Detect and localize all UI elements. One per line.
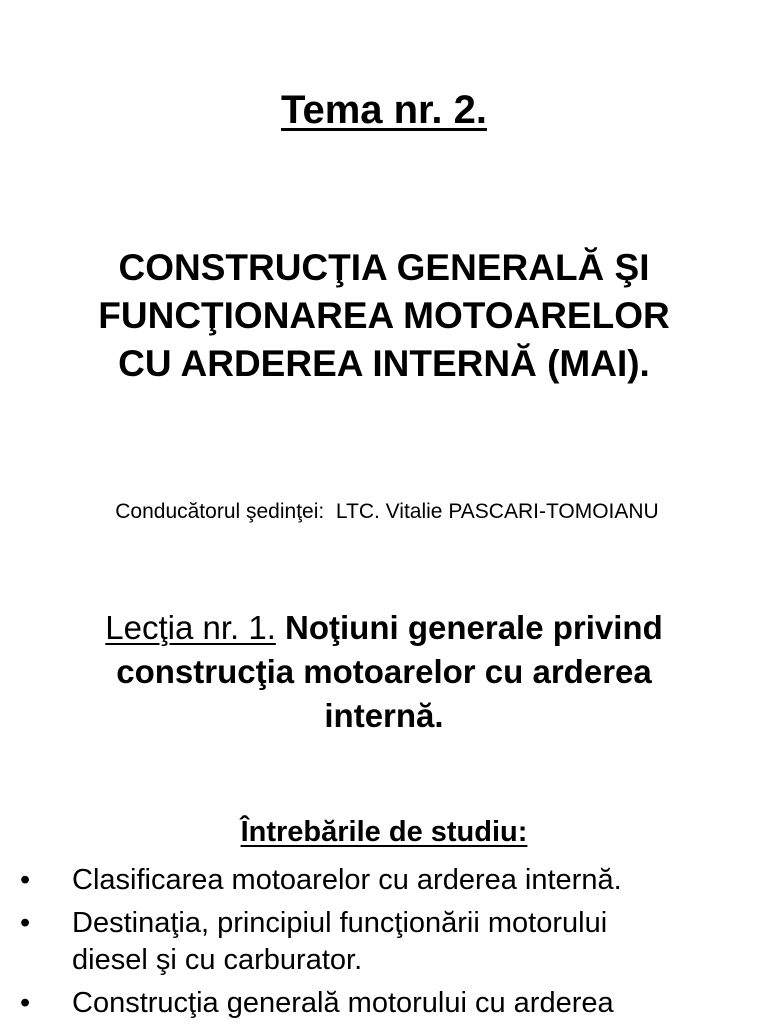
list-item xyxy=(0,862,768,899)
topic-title-text: Tema nr. 2. xyxy=(280,88,487,132)
questions-list xyxy=(0,862,768,1024)
lesson-title-line-1 xyxy=(0,606,768,650)
lesson-label: Lecţia nr. 1. xyxy=(105,609,276,646)
lesson-title-text: Noţiuni generale privind xyxy=(275,609,663,646)
list-item-text: Construcţia generală motorului cu arderea xyxy=(72,987,614,1019)
list-item-text: Clasificarea motoarelor cu arderea internă. xyxy=(72,864,622,896)
bullet-icon: • xyxy=(20,907,31,939)
list-item-text: Destinaţia, principiul funcţionării motorului xyxy=(72,907,608,939)
main-title-line: FUNCŢIONAREA MOTOARELOR xyxy=(98,295,670,336)
questions-heading xyxy=(0,812,768,852)
main-title-line: CU ARDEREA INTERNĂ (MAI). xyxy=(118,343,650,384)
bullet-icon: • xyxy=(20,864,31,896)
list-item xyxy=(0,905,768,979)
instructor-line: Conducătorul şedinţei: LTC. Vitalie PASCARI-TOMOIANU xyxy=(115,500,659,523)
questions-heading-text: Întrebările de studiu: xyxy=(240,816,528,848)
bullet-icon: • xyxy=(20,987,31,1019)
lesson-title-line: construcţia motoarelor cu arderea xyxy=(116,653,652,690)
list-item xyxy=(0,985,768,1022)
lesson-title-line: internă. xyxy=(324,697,444,734)
list-item-text: diesel şi cu carburator. xyxy=(72,944,363,976)
main-title xyxy=(0,244,768,388)
main-title-line: CONSTRUCŢIA GENERALĂ ŞI xyxy=(118,247,650,288)
topic-title xyxy=(0,86,768,134)
lesson-title xyxy=(0,606,768,738)
